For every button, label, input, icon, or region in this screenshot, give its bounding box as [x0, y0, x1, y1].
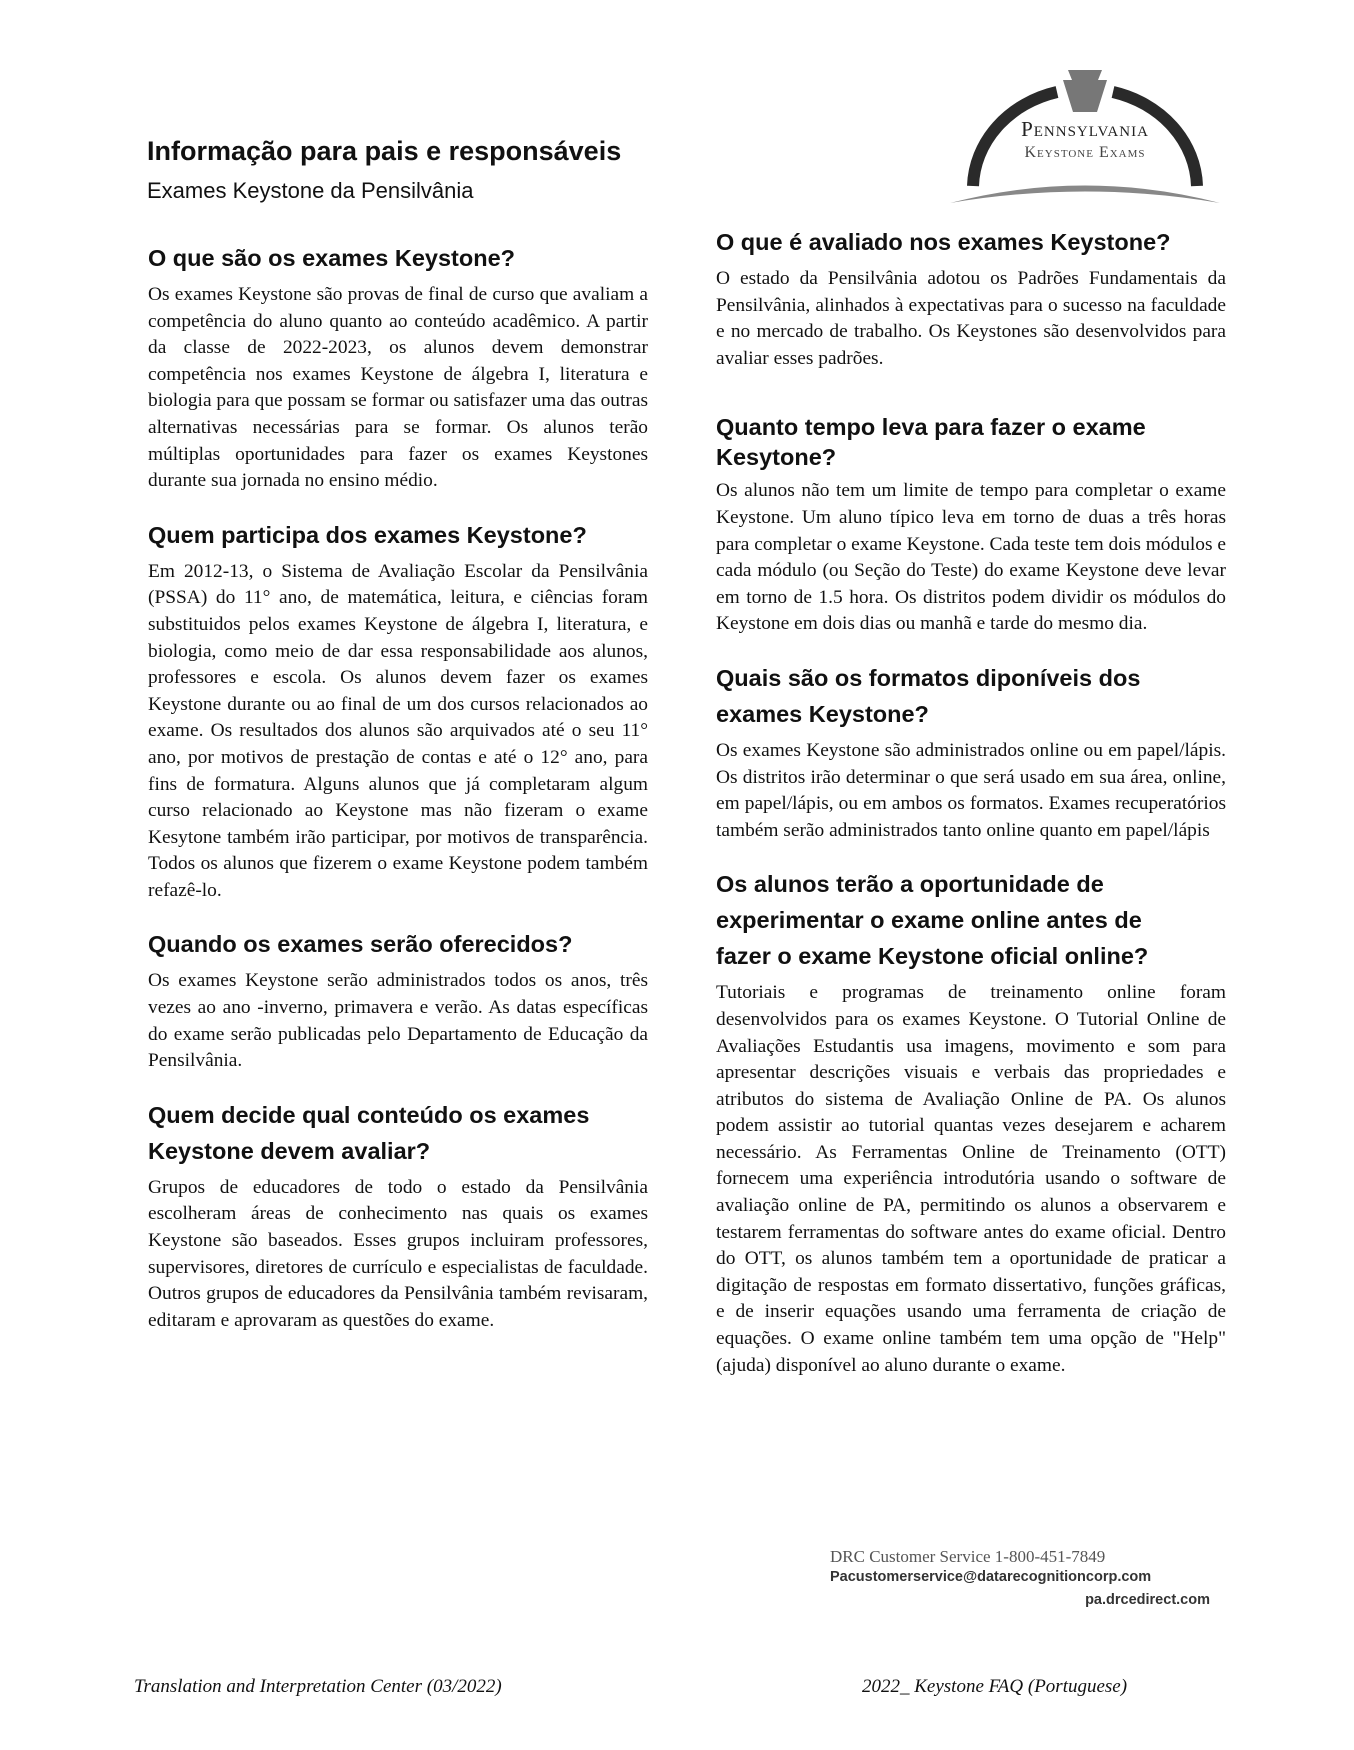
section-heading: Quando os exames serão oferecidos? — [148, 931, 573, 958]
section-heading: Quais são os formatos diponíveis dos exames Keystone? — [716, 664, 1141, 727]
page-subtitle: Exames Keystone da Pensilvânia — [147, 178, 474, 203]
section-heading: Os alunos terão a oportunidade de experimentar o exame online antes de fazer o exame Keystone oficial online? — [716, 871, 1149, 970]
footer-left: Translation and Interpretation Center (03/2022) — [134, 1676, 502, 1697]
keystone-arch-logo-graphic — [945, 68, 1225, 208]
section-body: Os alunos não tem um limite de tempo para completar o exame Keystone. Um aluno típico leva em torno de duas a três horas para completar o exame Keystone. Cada teste tem dois módulos e cada módulo (ou Seção do Teste) do exame Keystone deve levar em torno de 1.5 hora. Os distritos podem dividir os módulos do Keystone em dois dias ou manhã e tarde do mesmo dia. — [716, 480, 1226, 635]
pennsylvania-keystone-exams-logo — [945, 68, 1225, 208]
faq-section — [148, 1097, 648, 1335]
contact-block — [830, 1547, 1230, 1608]
faq-section — [148, 926, 648, 1074]
faq-section — [148, 240, 648, 495]
customer-service-email[interactable]: Pacustomerservice@datarecognitioncorp.com — [830, 1569, 1152, 1585]
logo-line2: Keystone Exams — [1024, 144, 1146, 161]
faq-section — [716, 224, 1226, 372]
keystone-icon — [1063, 70, 1107, 112]
section-heading: O que é avaliado nos exames Keystone? — [716, 229, 1171, 255]
section-body: Os exames Keystone são provas de final de curso que avaliam a competência do aluno quanto ao conteúdo acadêmico. A partir da classe de 2022-2023, os alunos devem demonstrar competência nos exames Keystone de álgebra I, literatura e biologia para que possam se formar ou satisfazer uma das outras alternativas necessárias para se formar. Os alunos terão múltiplas oportunidades para fazer os exames Keystones durante sua jornada no ensino médio. — [148, 284, 648, 492]
section-heading: Quem decide qual conteúdo os exames Keystone devem avaliar? — [148, 1101, 590, 1164]
logo-base-swoosh — [950, 186, 1220, 204]
section-body: Tutoriais e programas de treinamento online foram desenvolvidos para os exames Keystone. O Tutorial Online de Avaliações Estudantis usa imagens, movimento e som para apresentar descrições visuais e verbais das propriedades e atributos do sistema de Avaliação Online de PA. Os alunos podem assistir ao tutorial quantas vezes desejarem e acharem necessário. As Ferramentas Online de Treinamento (OTT) fornecem uma experiência introdutória usando o software de avaliação online de PA, permitindo os alunos a observarem e testarem ferramentas do software antes do exame oficial. Dentro do OTT, os alunos também tem a oportunidade de praticar a digitação de respostas em formato dissertativo, funções gráficas, e de inserir equações usando uma ferramenta de criação de equações. O exame online também tem uma opção de "Help" (ajuda) disponível ao aluno durante o exame. — [716, 982, 1226, 1376]
section-heading: Quanto tempo leva para fazer o exame Kesytone? — [716, 414, 1146, 471]
website-link[interactable]: pa.drcedirect.com — [1085, 1592, 1210, 1608]
section-body: Os exames Keystone serão administrados todos os anos, três vezes ao ano -inverno, primavera e verão. As datas específicas do exame serão publicadas pelo Departamento de Educação da Pensilvânia. — [148, 970, 648, 1072]
left-column — [148, 240, 648, 1356]
logo-line1: Pennsylvania — [1021, 117, 1149, 141]
section-heading: O que são os exames Keystone? — [148, 245, 516, 271]
section-body: Os exames Keystone são administrados online ou em papel/lápis. Os distritos irão determinar o que será usado em sua área, online, em papel/lápis, ou em ambos os formatos. Exames recuperatórios também serão administrados tanto online quanto em papel/lápis — [716, 739, 1226, 841]
faq-section — [716, 412, 1226, 638]
customer-service-phone: DRC Customer Service 1-800-451-7849 — [830, 1547, 1106, 1566]
faq-section — [716, 866, 1226, 1379]
footer-right: 2022_ Keystone FAQ (Portuguese) — [862, 1676, 1128, 1697]
page-title: Informação para pais e responsáveis — [147, 136, 622, 166]
faq-section — [716, 660, 1226, 844]
section-body: Grupos de educadores de todo o estado da Pensilvânia escolheram áreas de conhecimento nas quais os exames Keystone são baseados. Esses grupos incluiram professores, supervisores, diretores de currículo e especialistas de faculdade. Outros grupos de educadores da Pensilvânia também revisaram, editaram e aprovaram as questões do exame. — [148, 1176, 648, 1331]
section-body: Em 2012-13, o Sistema de Avaliação Escolar da Pensilvânia (PSSA) do 11° ano, de matemática, leitura, e ciências foram substituidos pelos exames Keystone de álgebra I, literatura, e biologia, como meio de dar essa responsabilidade aos alunos, professores e escola. Os alunos devem fazer os exames Keystone durante ou ao final de um dos cursos relacionados ao exame. Os resultados dos alunos são arquivados até o seu 11° ano, por motivos de prestação de contas e até o 12° ano, para fins de formatura. Alguns alunos que já completaram algum curso relacionado ao Keystone mas não fizeram o exame Kesytone também irão participar, por motivos de transparência. Todos os alunos que fizerem o exame Keystone podem também refazê-lo. — [148, 560, 648, 901]
section-body: O estado da Pensilvânia adotou os Padrões Fundamentais da Pensilvânia, alinhados à expectativas para o sucesso na faculdade e no mercado de trabalho. Os Keystones são desenvolvidos para avaliar esses padrões. — [716, 268, 1226, 369]
right-column — [716, 224, 1226, 1401]
section-heading: Quem participa dos exames Keystone? — [148, 521, 587, 548]
faq-section — [148, 517, 648, 905]
